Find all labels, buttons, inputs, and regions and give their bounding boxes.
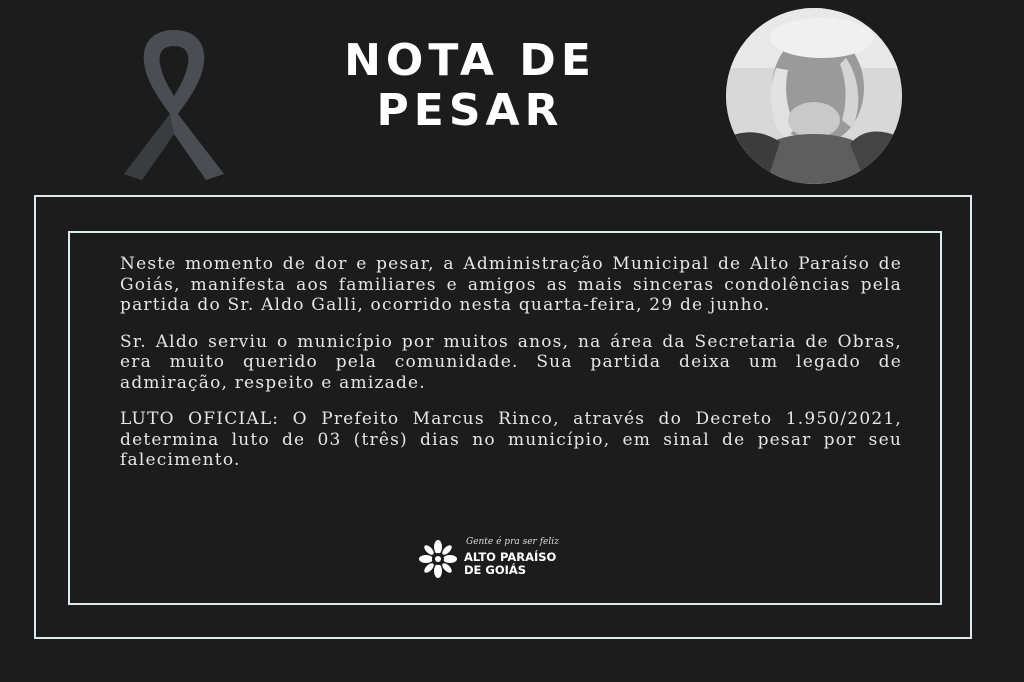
logo-name-line-1: ALTO PARAÍSO xyxy=(464,550,557,564)
flower-emblem-icon xyxy=(418,539,458,579)
paragraph-official-mourning: LUTO OFICIAL: O Prefeito Marcus Rinco, através do Decreto 1.950/2021, determina luto de 03 (três) dias no município, em sinal de pesar por seu falecimento. xyxy=(120,409,902,470)
logo-tagline: Gente é pra ser feliz xyxy=(466,537,559,547)
paragraph-condolences: Neste momento de dor e pesar, a Administração Municipal de Alto Paraíso de Goiás, manifesta aos familiares e amigos as mais sinceras condolências pela partida do Sr. Aldo Galli, ocorrido nesta quarta-feira, 29 de junho. xyxy=(120,254,902,315)
title-line-2: PESAR xyxy=(376,85,564,136)
municipality-logo xyxy=(418,537,558,583)
note-body xyxy=(120,254,902,487)
mourning-ribbon-icon xyxy=(112,22,236,184)
portrait-photo xyxy=(726,8,902,184)
logo-name-line-2: DE GOIÁS xyxy=(464,563,527,577)
title-line-1: NOTA DE xyxy=(344,35,596,86)
paragraph-service: Sr. Aldo serviu o município por muitos anos, na área da Secretaria de Obras, era muito querido pela comunidade. Sua partida deixa um legado de admiração, respeito e amizade. xyxy=(120,331,902,393)
page-title xyxy=(300,36,640,136)
